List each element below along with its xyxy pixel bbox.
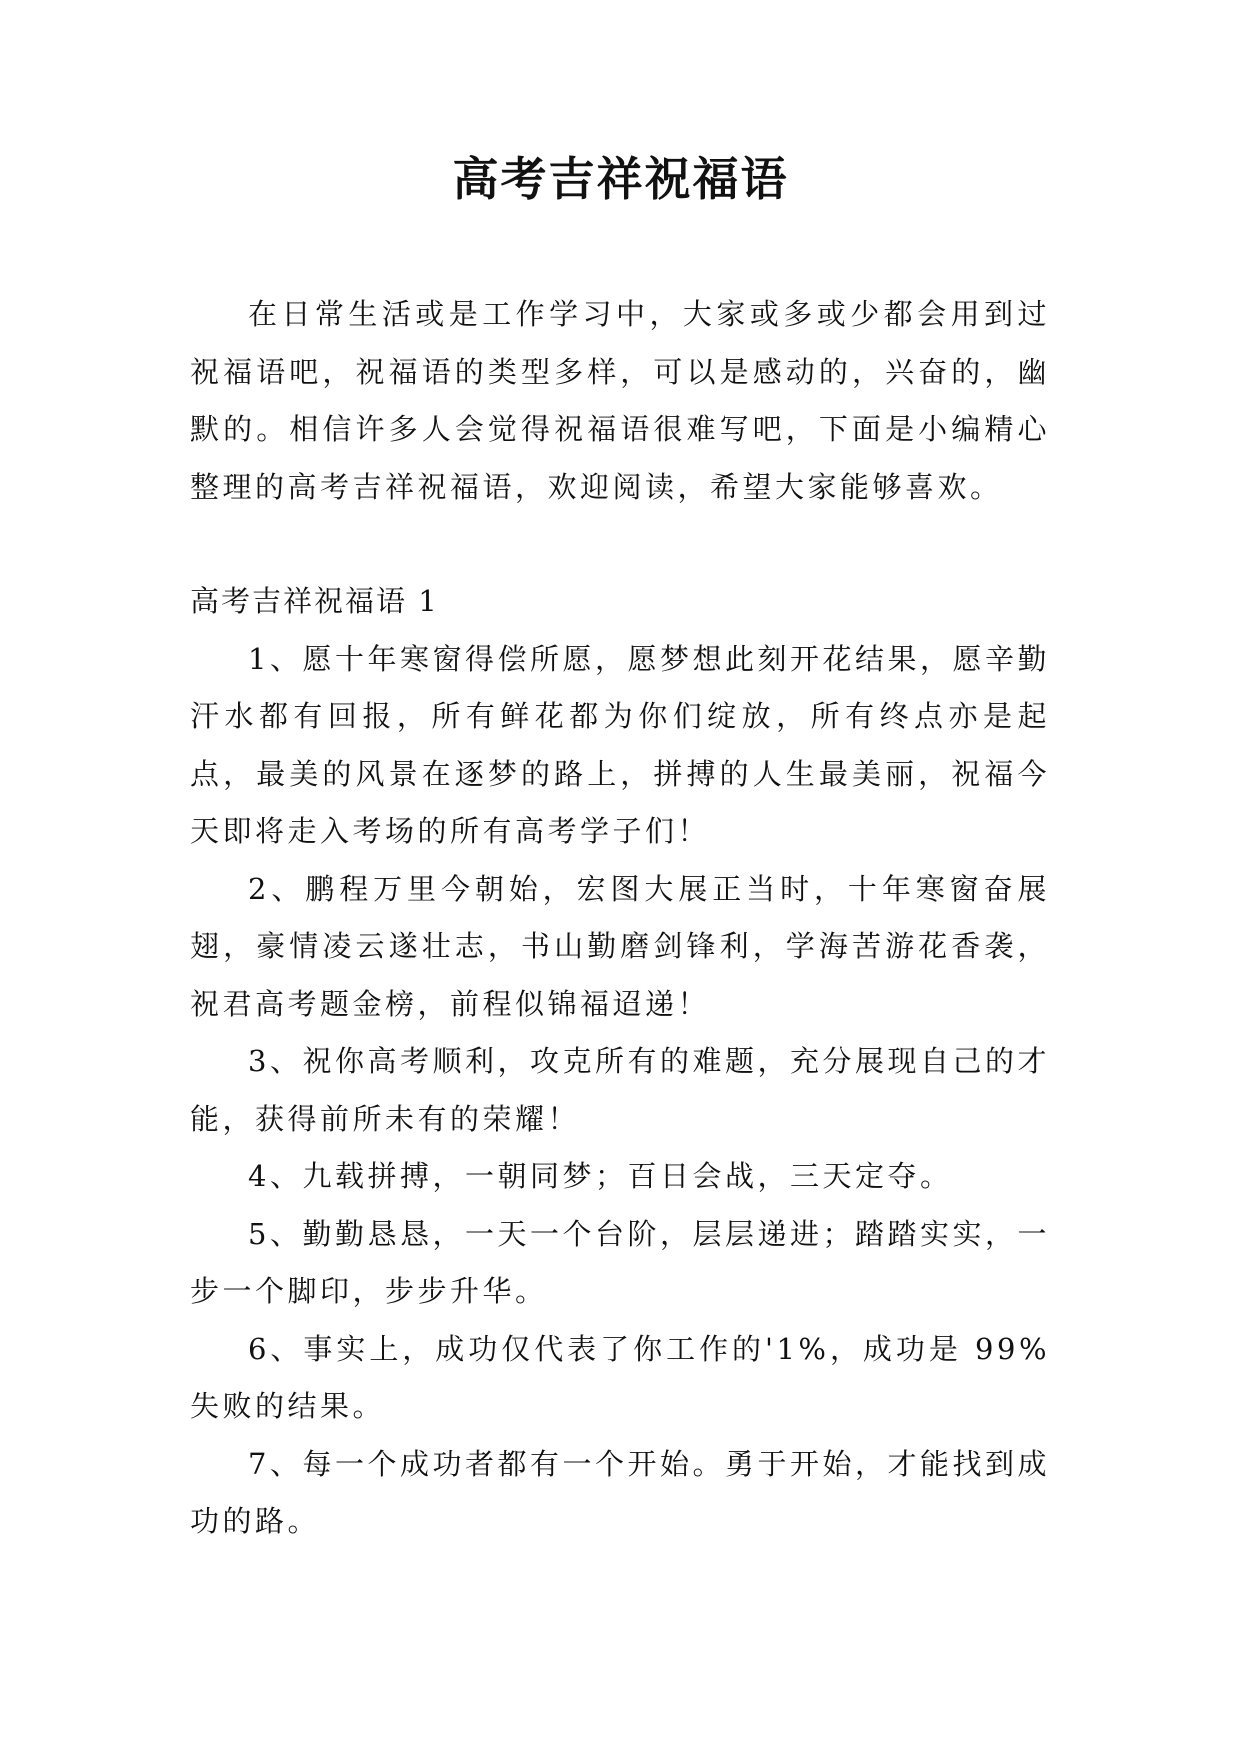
list-item: 4、九载拼搏，一朝同梦；百日会战，三天定夺。 bbox=[248, 1159, 953, 1193]
list-item: 2、鹏程万里今朝始，宏图大展正当时，十年寒窗奋展翅，豪情凌云遂壮志，书山勤磨剑锋利，学海苦游花香袭，祝君高考题金榜，前程似锦福迢递！ bbox=[190, 871, 1050, 1021]
list-item: 3、祝你高考顺利，攻克所有的难题，充分展现自己的才能，获得前所未有的荣耀！ bbox=[190, 1044, 1050, 1136]
list-item: 6、事实上，成功仅代表了你工作的'1%，成功是 99%失败的结果。 bbox=[190, 1331, 1050, 1423]
list-item: 1、愿十年寒窗得偿所愿，愿梦想此刻开花结果，愿辛勤汗水都有回报，所有鲜花都为你们绽放，所有终点亦是起点，最美的风景在逐梦的路上，拼搏的人生最美丽，祝福今天即将走入考场的所有高考学子们！ bbox=[190, 641, 1050, 848]
list-item: 5、勤勤恳恳，一天一个台阶，层层递进；踏踏实实，一步一个脚印，步步升华。 bbox=[190, 1216, 1050, 1308]
document-body bbox=[190, 286, 1050, 1551]
list-item: 7、每一个成功者都有一个开始。勇于开始，才能找到成功的路。 bbox=[190, 1446, 1050, 1538]
section-heading: 高考吉祥祝福语 1 bbox=[190, 584, 439, 618]
page-title: 高考吉祥祝福语 bbox=[452, 152, 789, 206]
intro-paragraph: 在日常生活或是工作学习中，大家或多或少都会用到过祝福语吧，祝福语的类型多样，可以是感动的，兴奋的，幽默的。相信许多人会觉得祝福语很难写吧，下面是小编精心整理的高考吉祥祝福语，欢迎阅读，希望大家能够喜欢。 bbox=[190, 297, 1050, 504]
